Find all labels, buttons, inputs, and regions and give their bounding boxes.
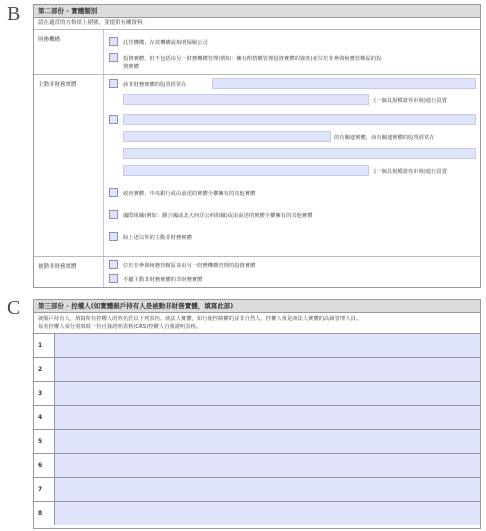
- non-active-nfe-text: 不屬主動非財務實體的非財務實體: [123, 277, 203, 283]
- passive-investment-checkbox[interactable]: [109, 260, 118, 269]
- controlling-person-name-field[interactable]: [55, 454, 480, 477]
- row-number: 7: [34, 478, 55, 501]
- section-b-letter: B: [7, 3, 21, 25]
- section-b: [33, 4, 481, 288]
- instruction-line-1: 就賬戶持有人，填寫所有控權人的姓名於以下列表內。就法人實體，如行使控制權的並非自然人，控權人會是該法人實體的高級管理人員。: [38, 316, 362, 322]
- section-c-letter: C: [7, 297, 21, 319]
- related-entity-name-field-2[interactable]: [123, 131, 331, 142]
- listed-market-field[interactable]: [212, 78, 476, 89]
- other-active-nfe-text: 除上述以外的主動非財務實體: [123, 235, 192, 241]
- non-active-nfe-checkbox[interactable]: [109, 274, 118, 283]
- section-b-title: 第二部份 - 實體類別: [34, 5, 480, 18]
- active-nfe-row: [34, 75, 480, 257]
- column-divider: [103, 30, 104, 74]
- government-entity-checkbox[interactable]: [109, 188, 118, 197]
- row-number: 3: [34, 382, 55, 405]
- section-c-instruction: [34, 313, 480, 334]
- custodial-checkbox[interactable]: [109, 37, 118, 46]
- controlling-person-row: [34, 502, 480, 525]
- controlling-person-row: [34, 406, 480, 430]
- section-c-title: 第三部份 - 控權人(如實體賬戶持有人是被動非財務實體，填寫此部): [34, 300, 480, 313]
- related-entity-checkbox[interactable]: [109, 115, 118, 124]
- controlling-person-name-field[interactable]: [55, 478, 480, 501]
- financial-institution-label: 財務機構: [38, 37, 61, 43]
- financial-institution-row: [34, 30, 480, 75]
- passive-nfe-label: 被動非財務實體: [38, 264, 77, 270]
- controlling-person-row: [34, 334, 480, 358]
- controlling-person-row: [34, 454, 480, 478]
- passive-investment-text: 位於非參與稅務管轄區並由另一財務機構管理的投資實體: [123, 263, 256, 269]
- passive-nfe-row: [34, 257, 480, 287]
- row-number: 4: [34, 406, 55, 429]
- related-market-field[interactable]: [123, 148, 476, 159]
- listed-entity-checkbox[interactable]: [109, 79, 118, 88]
- controlling-person-row: [34, 478, 480, 502]
- controlling-person-name-field[interactable]: [55, 358, 480, 381]
- row-number: 6: [34, 454, 55, 477]
- other-active-nfe-checkbox[interactable]: [109, 232, 118, 241]
- related-entity-name-field[interactable]: [123, 114, 476, 125]
- controlling-person-name-field[interactable]: [55, 430, 480, 453]
- active-nfe-label: 主動非財務實體: [38, 82, 77, 88]
- investment-entity-text-line1: 投資實體，但不包括由另一財務機構管理(例如：擁有酌情權管理投資實體的資產)並位於非參與稅務管轄區的投: [123, 56, 382, 62]
- related-market-field-2[interactable]: [123, 165, 369, 176]
- custodial-option-text: 託管機構、存款機構或指明保險公司: [123, 40, 208, 46]
- controlling-person-name-field[interactable]: [55, 382, 480, 405]
- controlling-person-row: [34, 382, 480, 406]
- controlling-persons-table: [34, 334, 480, 525]
- section-c: [33, 299, 481, 529]
- column-divider: [103, 75, 104, 256]
- related-entity-text: 的有關連實體，該有關連實體的股票經常在: [334, 135, 435, 141]
- controlling-person-name-field[interactable]: [55, 406, 480, 429]
- row-number: 1: [34, 334, 55, 357]
- section-b-instruction: 請在適當的方格填上剔號，並提供有關資料。: [34, 18, 480, 30]
- listed-entity-text: 該非財務實體的股票經常在: [123, 82, 187, 88]
- international-org-text: 國際組織(例如：聯合國或北大西洋公約組織)或由前述的實體全權擁有的其他實體: [123, 213, 313, 219]
- row-number: 5: [34, 430, 55, 453]
- controlling-person-row: [34, 430, 480, 454]
- government-entity-text: 政府實體、中央銀行或由前述的實體全權擁有的其他實體: [123, 191, 256, 197]
- investment-entity-text-line2: 資實體: [123, 64, 139, 70]
- related-market-suffix: (一個具規模證券市場)進行買賣: [374, 169, 447, 175]
- column-divider: [103, 257, 104, 287]
- listed-market-suffix: (一個具規模證券市場)進行買賣: [374, 98, 447, 104]
- row-number: 8: [34, 502, 55, 525]
- investment-entity-checkbox[interactable]: [109, 53, 118, 62]
- controlling-person-name-field[interactable]: [55, 334, 480, 357]
- controlling-person-row: [34, 358, 480, 382]
- listed-market-field-2[interactable]: [123, 94, 369, 105]
- instruction-line-2: 每名控權人須分別填寫一份自我證明表格(CRS)控權人自我證明表格。: [38, 324, 202, 330]
- controlling-person-name-field[interactable]: [55, 502, 480, 525]
- row-number: 2: [34, 358, 55, 381]
- international-org-checkbox[interactable]: [109, 210, 118, 219]
